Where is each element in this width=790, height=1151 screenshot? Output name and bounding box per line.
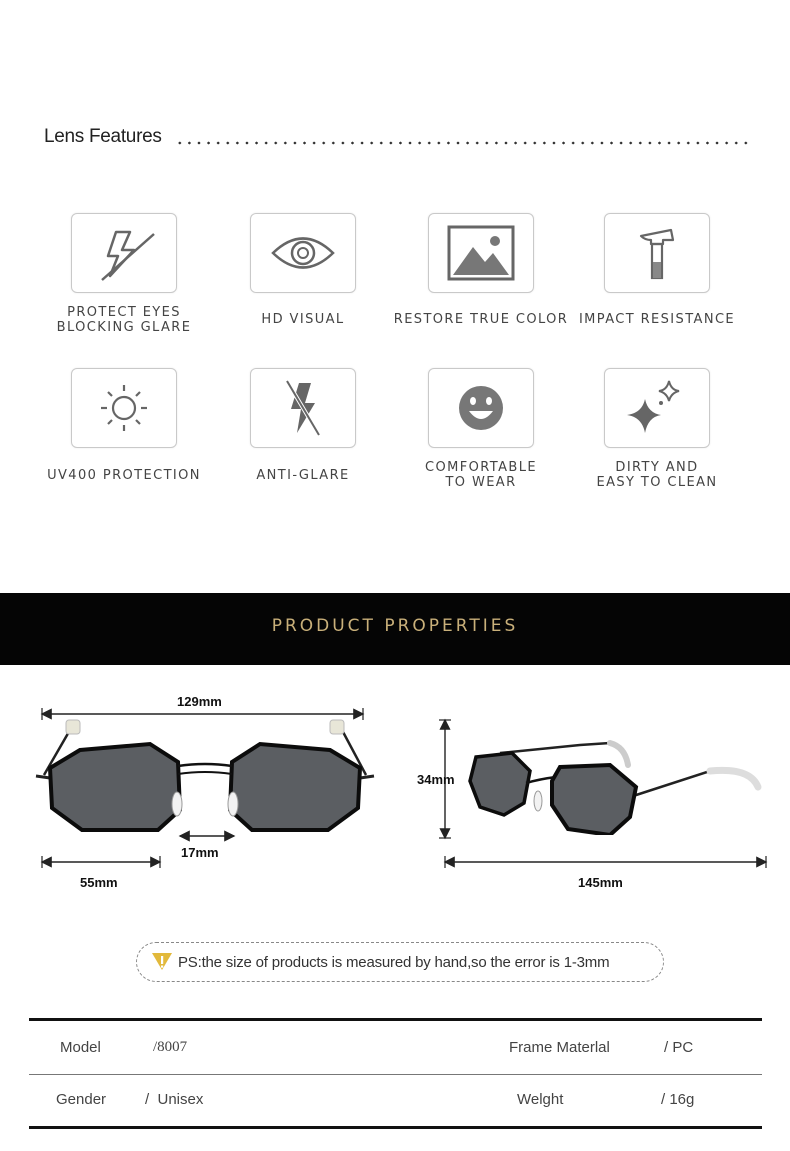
feature-label: DIRTY AND EASY TO CLEAN xyxy=(596,460,718,490)
feature-label: ANTI-GLARE xyxy=(256,468,350,483)
sun-icon xyxy=(72,369,176,447)
dotted-divider xyxy=(175,141,753,145)
dimension-bridge: 17mm xyxy=(181,845,219,860)
spec-frame-material-value: / PC xyxy=(664,1039,694,1056)
dimension-lens-width: 55mm xyxy=(80,875,118,890)
spec-gender-label: Gender xyxy=(56,1091,107,1108)
dimension-total-width: 129mm xyxy=(177,694,222,709)
dimension-temple-length: 145mm xyxy=(578,875,623,890)
landscape-image-icon xyxy=(429,214,533,292)
side-dimension-lines xyxy=(400,700,790,880)
feature-label: UV400 PROTECTION xyxy=(47,468,201,483)
spec-weight-value: / 16g xyxy=(661,1091,695,1108)
spec-gender-value: / Unisex xyxy=(145,1091,204,1108)
spec-weight-label: Welght xyxy=(517,1091,564,1108)
hammer-icon xyxy=(605,214,709,292)
feature-label: HD VISUAL xyxy=(261,312,345,327)
dimension-lens-height: 34mm xyxy=(417,772,455,787)
feature-label: PROTECT EYES BLOCKING GLARE xyxy=(56,305,192,335)
product-properties-banner xyxy=(0,593,790,665)
feature-label: RESTORE TRUE COLOR xyxy=(393,312,569,327)
note-text: PS:the size of products is measured by hand,so the error is 1-3mm xyxy=(178,954,610,971)
spec-frame-material-label: Frame Materlal xyxy=(509,1039,610,1056)
lightning-slash-icon xyxy=(72,214,176,292)
smiley-face-icon xyxy=(429,369,533,447)
feature-label: IMPACT RESISTANCE xyxy=(578,312,736,327)
feature-label: COMFORTABLE TO WEAR xyxy=(425,460,537,490)
measurement-note xyxy=(136,942,664,982)
spec-top-border xyxy=(29,1018,762,1021)
lens-features-title: Lens Features xyxy=(44,126,162,147)
spec-bottom-border xyxy=(29,1126,762,1129)
warning-triangle-icon xyxy=(151,951,173,971)
lightning-crossed-icon xyxy=(251,369,355,447)
eye-icon xyxy=(251,214,355,292)
spec-row-divider xyxy=(29,1074,762,1075)
spec-model-value: /8007 xyxy=(153,1039,188,1055)
sparkle-icon xyxy=(605,369,709,447)
spec-model-label: Model xyxy=(60,1039,101,1056)
banner-title: PRODUCT PROPERTIES xyxy=(271,616,519,636)
